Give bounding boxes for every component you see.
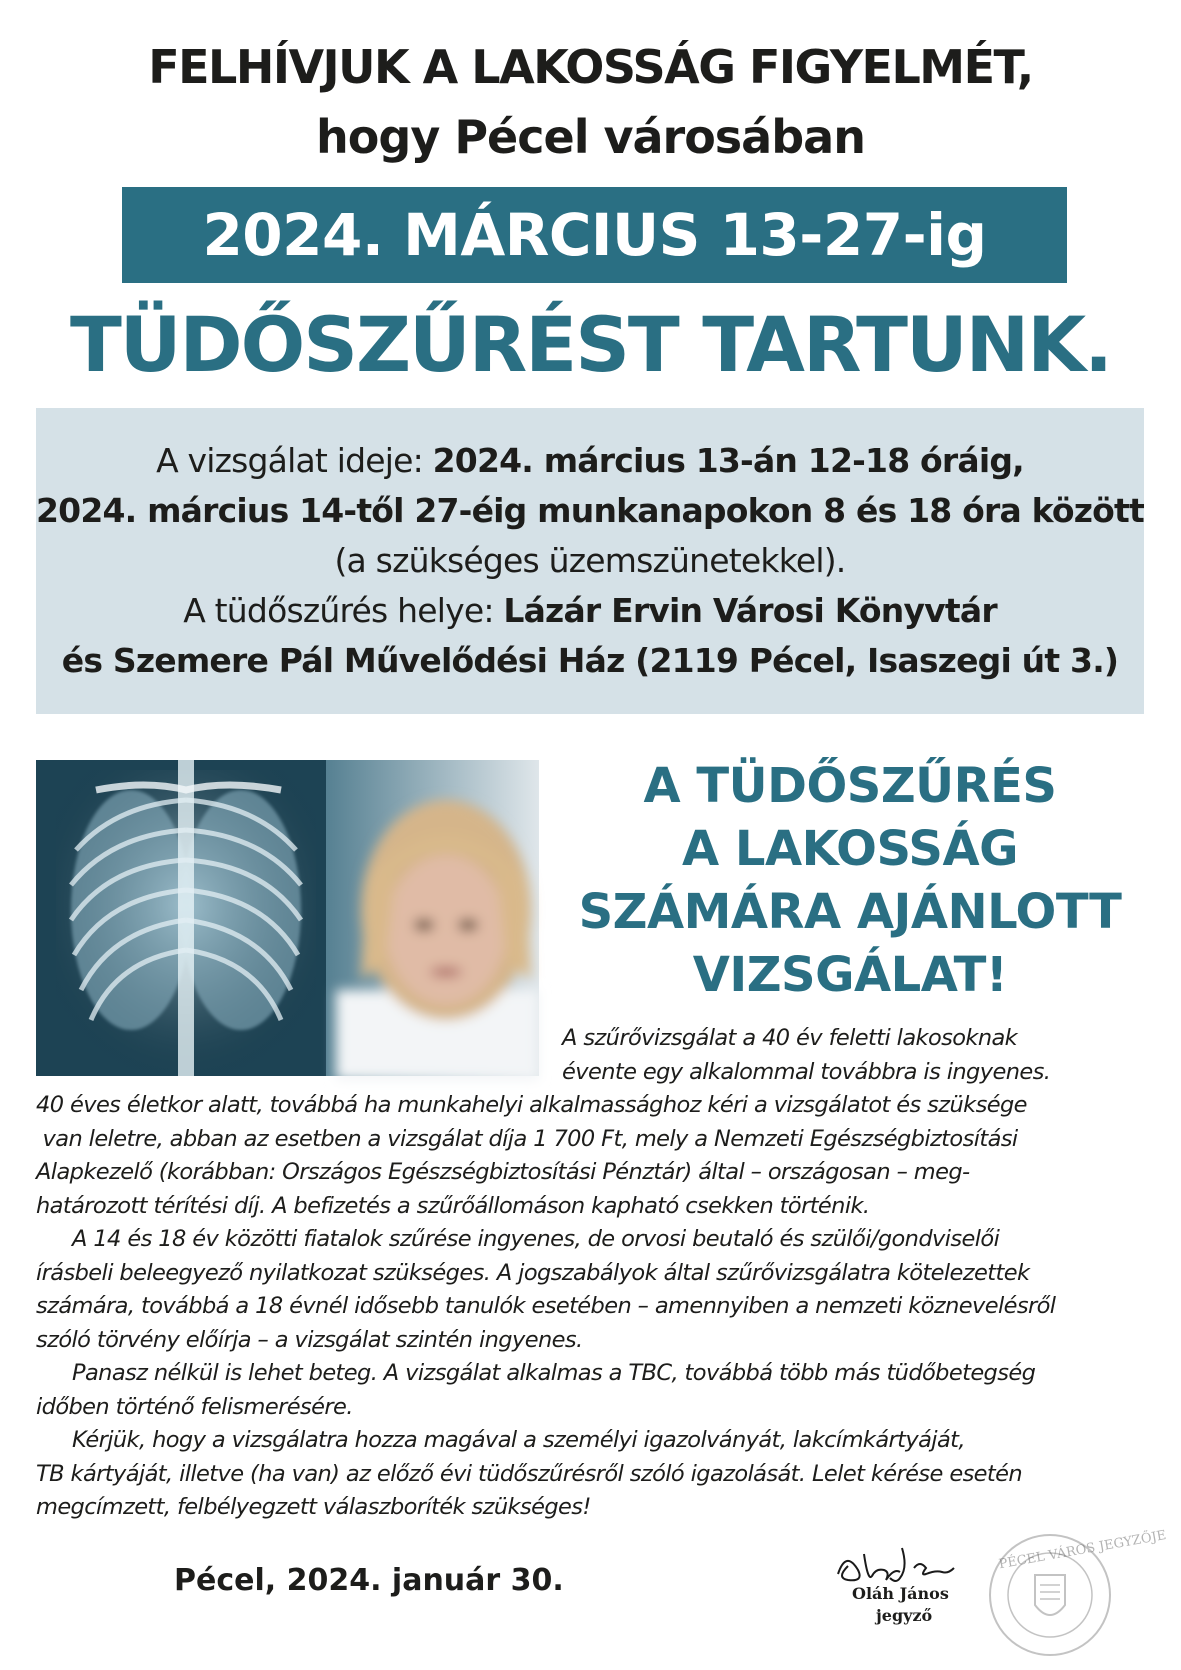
headline-line-1: FELHÍVJUK A LAKOSSÁG FIGYELMÉT, <box>148 40 1033 94</box>
xray-doctor-photo <box>36 760 539 1076</box>
p3-line: Panasz nélkül is lehet beteg. A vizsgálat alkalmas a TBC, továbbá több más tüdőbetegség <box>72 1360 1036 1386</box>
stamp-text: PÉCEL VÁROS JEGYZŐJE <box>997 1528 1168 1573</box>
callout-line-2: A LAKOSSÁG <box>682 821 1018 877</box>
body-paragraphs <box>36 1089 1055 1525</box>
p1-line: Alapkezelő (korábban: Országos Egészségbiztosítási Pénztár) által – országosan – meg- <box>36 1159 970 1185</box>
signature-block <box>830 1528 1168 1660</box>
p1-line: 40 éves életkor alatt, továbbá ha munkahelyi alkalmassághoz kéri a vizsgálatot és szüksége <box>36 1092 1027 1118</box>
intro-line: évente egy alkalommal továbbra is ingyenes. <box>562 1058 1051 1085</box>
info-time-line <box>36 436 1144 486</box>
signature-name: Oláh János <box>852 1584 949 1603</box>
callout-heading <box>560 755 1140 1007</box>
info-place-value-2: és Szemere Pál Művelődési Ház (2119 Pécel, Isaszegi út 3.) <box>61 641 1119 680</box>
intro-line: A szűrővizsgálat a 40 év feletti lakosoknak <box>562 1025 1018 1051</box>
info-place-line <box>36 586 1144 636</box>
date-banner <box>122 187 1067 283</box>
callout-line-4: VIZSGÁLAT! <box>692 947 1008 1003</box>
info-place-value: Lázár Ervin Városi Könyvtár <box>503 591 997 630</box>
p2-line: szóló törvény előírja – a vizsgálat szintén ingyenes. <box>36 1326 583 1353</box>
p1-line: határozott térítési díj. A befizetés a szűrőállomáson kapható csekken történik. <box>36 1192 870 1219</box>
date-banner-text: 2024. MÁRCIUS 13-27-ig <box>202 201 987 269</box>
callout-line-1: A TÜDŐSZŰRÉS <box>643 758 1057 814</box>
p1-line: van leletre, abban az esetben a vizsgálat díja 1 700 Ft, mely a Nemzeti Egészségbiztosítási <box>36 1125 1018 1152</box>
p4-line: TB kártyáját, illetve (ha van) az előző évi tüdőszűrésről szóló igazolását. Lelet kérése esetén <box>36 1460 1023 1487</box>
p2-line: A 14 és 18 év közötti fiatalok szűrése ingyenes, de orvosi beutaló és szülői/gondviselői <box>72 1226 1000 1252</box>
p4-line: megcímzett, felbélyegzett válaszboríték szükséges! <box>36 1494 591 1520</box>
headline-line-2: hogy Pécel városában <box>316 110 865 164</box>
info-time-note: (a szükséges üzemszünetekkel). <box>334 541 846 580</box>
info-box <box>36 408 1144 714</box>
info-place-line-2 <box>36 636 1144 686</box>
p2-line: írásbeli beleegyező nyilatkozat szükséges. A jogszabályok által szűrővizsgálatra kötelezettek <box>36 1259 1030 1286</box>
info-time-value: 2024. március 13-án 12-18 óráig, <box>432 441 1024 480</box>
info-time-value-2: 2024. március 14-től 27-éig munkanapokon 8 és 18 óra között <box>36 491 1144 530</box>
p2-line: számára, továbbá a 18 évnél idősebb tanulók esetében – amennyiben a nemzeti köznevelésről <box>36 1293 1056 1319</box>
body-intro <box>562 1022 1050 1089</box>
signature-title: jegyző <box>876 1606 933 1625</box>
callout-line-3: SZÁMÁRA AJÁNLOTT <box>578 884 1122 940</box>
p3-line: időben történő felismerésére. <box>36 1393 353 1420</box>
info-place-label: A tüdőszűrés helye: <box>183 591 504 630</box>
p4-line: Kérjük, hogy a vizsgálatra hozza magával a személyi igazolványát, lakcímkártyáját, <box>72 1427 965 1453</box>
info-time-line-2 <box>36 486 1144 536</box>
main-heading: TÜDŐSZŰRÉST TARTUNK. <box>69 300 1112 389</box>
place-date: Pécel, 2024. január 30. <box>174 1563 564 1598</box>
info-time-label: A vizsgálat ideje: <box>156 441 433 480</box>
